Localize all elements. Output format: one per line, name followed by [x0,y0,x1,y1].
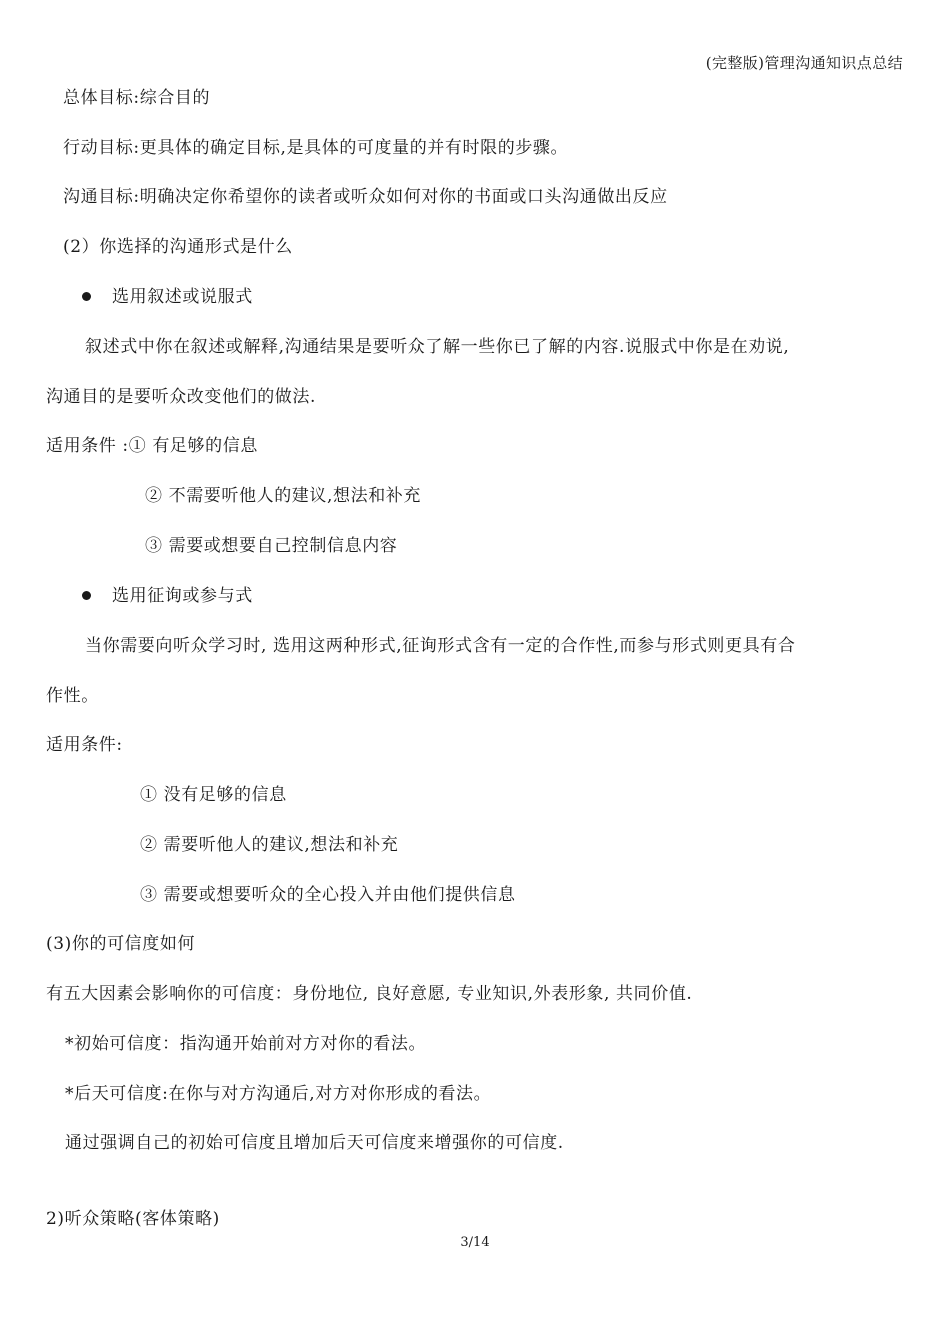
paragraph-consult-2: 作性。 [46,686,99,706]
credibility-initial: *初始可信度：指沟通开始前对方对你的看法。 [65,1034,427,1054]
goal-communication: 沟通目标:明确决定你希望你的读者或听众如何对你的书面或口头沟通做出反应 [63,187,668,207]
condition-2: ② 不需要听他人的建议,想法和补充 [145,486,422,506]
condition-4: ① 没有足够的信息 [140,785,287,805]
page-header: (完整版)管理沟通知识点总结 [705,54,903,72]
condition-5: ② 需要听他人的建议,想法和补充 [140,835,399,855]
bullet-consult: 选用征询或参与式 [112,586,253,606]
paragraph-narrative-1: 叙述式中你在叙述或解释,沟通结果是要听众了解一些你已了解的内容.说服式中你是在劝说, [85,337,790,357]
section-heading-audience: 2)听众策略(客体策略) [46,1209,220,1229]
section-heading-2: (2）你选择的沟通形式是什么 [63,237,293,257]
condition-3: ③ 需要或想要自己控制信息内容 [145,536,398,556]
bullet-narrative: 选用叙述或说服式 [112,287,253,307]
credibility-factors: 有五大因素会影响你的可信度：身份地位, 良好意愿, 专业知识,外表形象, 共同价值. [46,984,693,1004]
goal-action: 行动目标:更具体的确定目标,是具体的可度量的并有时限的步骤。 [63,138,569,158]
goal-overall: 总体目标:综合目的 [63,88,211,108]
paragraph-narrative-2: 沟通目的是要听众改变他们的做法. [46,387,317,407]
bullet-icon [82,292,91,301]
bullet-icon [82,591,91,600]
credibility-enhance: 通过强调自己的初始可信度且增加后天可信度来增强你的可信度. [65,1133,564,1153]
page-number: 3/14 [460,1235,490,1250]
credibility-acquired: *后天可信度:在你与对方沟通后,对方对你形成的看法。 [65,1084,492,1104]
condition-heading: 适用条件: [46,735,123,755]
paragraph-consult-1: 当你需要向听众学习时, 选用这两种形式,征询形式含有一定的合作性,而参与形式则更具有合 [85,636,796,656]
condition-1: 适用条件 :① 有足够的信息 [46,436,258,456]
condition-6: ③ 需要或想要听众的全心投入并由他们提供信息 [140,885,516,905]
section-heading-3: (3)你的可信度如何 [46,934,196,954]
